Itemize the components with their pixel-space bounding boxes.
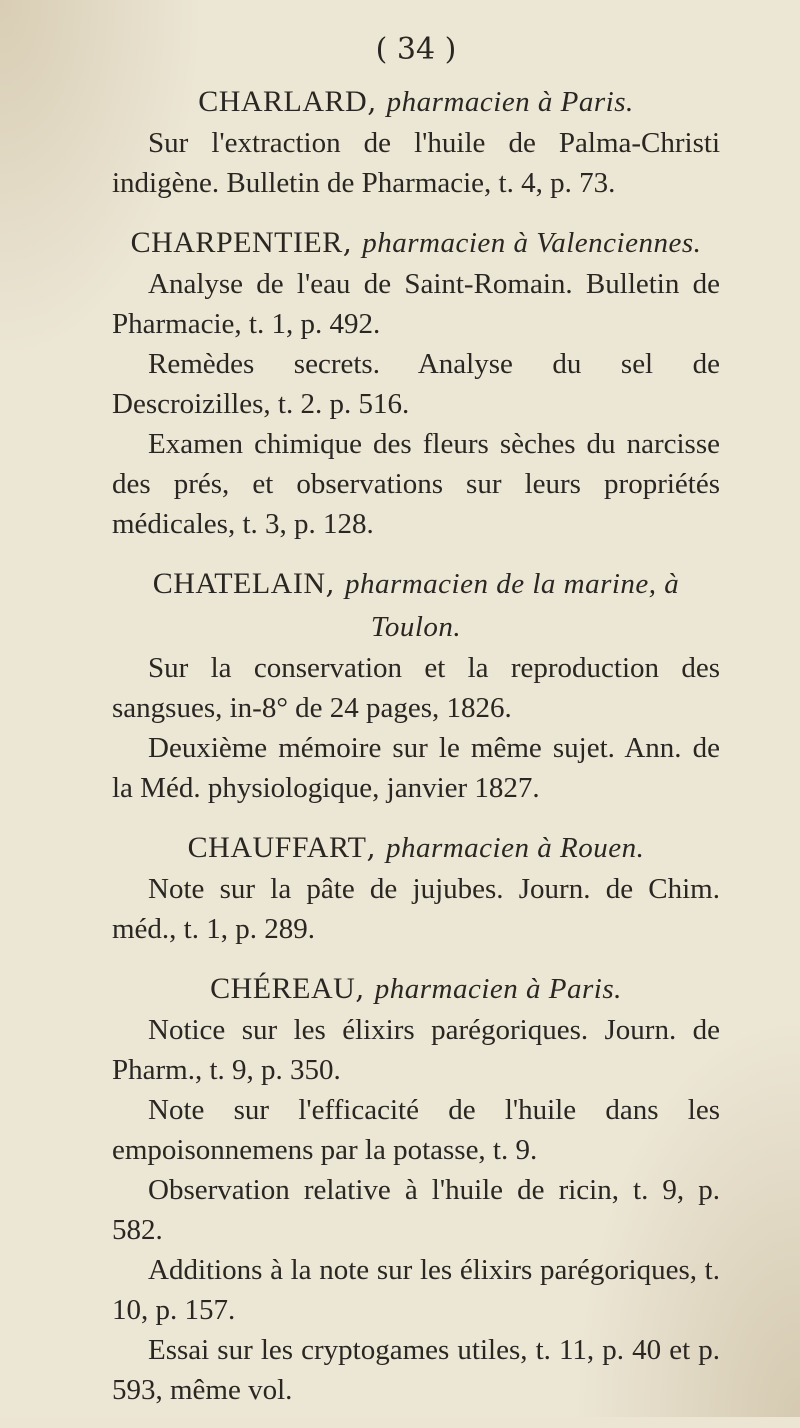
entry-heading: CHAUFFART, pharmacien à Rouen. [187,830,645,864]
author-role: pharmacien à Rouen. [385,832,645,864]
entry-heading: CHARPENTIER, pharmacien à Valenciennes. [130,225,702,259]
publication-item: Note sur l'efficacité de l'huile dans les empoisonnemens par la potasse, t. 9. [112,1094,720,1166]
publication-item: Sur la conservation et la reproduction des sangsues, in-8° de 24 pages, 1826. [112,652,720,724]
entry-chereau [112,967,720,1410]
author-role: pharmacien de la marine, à Toulon. [344,568,680,643]
entry-chatelain [112,562,720,808]
publication-item: Observation relative à l'huile de ricin, t. 9, p. 582. [112,1174,720,1246]
publication-item: Remèdes secrets. Analyse du sel de Descroizilles, t. 2. p. 516. [112,348,720,420]
publication-item: Deuxième mémoire sur le même sujet. Ann. de la Méd. physiologique, janvier 1827. [112,732,720,804]
author-name: CHAUFFART [187,831,367,864]
author-name: CHATELAIN [152,567,326,600]
author-name: CHÉREAU [210,972,356,1005]
entry-heading: CHÉREAU, pharmacien à Paris. [210,971,622,1005]
author-role: pharmacien à Paris. [374,973,622,1005]
publication-item: Examen chimique des fleurs sèches du narcisse des prés, et observations sur leurs propriétés médicales, t. 3, p. 128. [112,428,720,540]
publication-item: Essai sur les cryptogames utiles, t. 11, p. 40 et p. 593, même vol. [112,1334,720,1406]
author-role: pharmacien à Valenciennes. [362,227,702,259]
entry-chauffart [112,826,720,949]
publication-item: Note sur la pâte de jujubes. Journ. de Chim. méd., t. 1, p. 289. [112,873,720,945]
publication-item: Analyse de l'eau de Saint-Romain. Bulletin de Pharmacie, t. 1, p. 492. [112,268,720,340]
entry-charlard [112,80,720,203]
page-number: ( 34 ) [375,32,457,67]
entry-heading: CHATELAIN, pharmacien de la marine, à Toulon. [152,566,680,643]
author-name: CHARLARD [198,85,368,118]
publication-item: Additions à la note sur les élixirs parégoriques, t. 10, p. 157. [112,1254,720,1326]
entry-charpentier [112,221,720,544]
text-block [112,30,720,1428]
author-role: pharmacien à Paris. [386,86,634,118]
publication-item: Sur l'extraction de l'huile de Palma-Christi indigène. Bulletin de Pharmacie, t. 4, p. 73. [112,127,720,199]
author-name: CHARPENTIER [130,226,343,259]
publication-item: Notice sur les élixirs parégoriques. Journ. de Pharm., t. 9, p. 350. [112,1014,720,1086]
entry-heading: CHARLARD, pharmacien à Paris. [198,84,634,118]
